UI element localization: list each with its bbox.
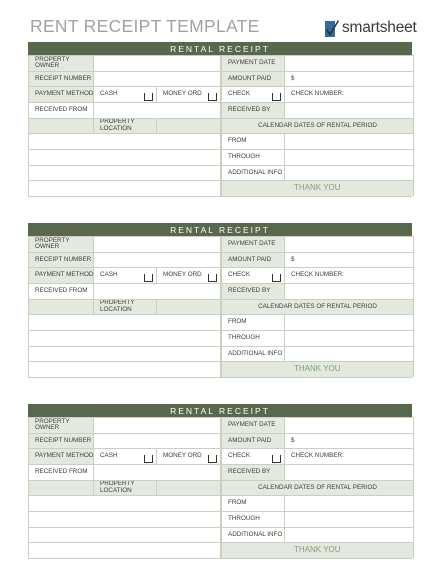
from-field[interactable] bbox=[285, 133, 414, 149]
page-title: RENT RECEIPT TEMPLATE bbox=[30, 16, 260, 36]
payment-date-field[interactable] bbox=[285, 236, 414, 252]
property-location-field[interactable] bbox=[29, 330, 221, 346]
thank-you-note: THANK YOU bbox=[222, 180, 414, 196]
cash-checkbox[interactable] bbox=[144, 455, 153, 463]
property-owner-label: PROPERTY OWNER bbox=[29, 236, 94, 252]
payment-method-label: PAYMENT METHOD bbox=[29, 267, 94, 283]
money-order-label: MONEY ORD bbox=[163, 271, 202, 279]
property-location-field[interactable] bbox=[29, 346, 221, 362]
check-number-label: CHECK NUMBER: bbox=[291, 452, 344, 460]
check-number-field[interactable] bbox=[285, 86, 414, 102]
payment-date-label: PAYMENT DATE bbox=[222, 55, 285, 71]
additional-info-label: ADDITIONAL INFO bbox=[222, 165, 285, 181]
property-location-spacer bbox=[29, 480, 94, 496]
banner-label: RENTAL RECEIPT bbox=[170, 224, 270, 235]
check-number-label: CHECK NUMBER: bbox=[291, 90, 344, 98]
property-location-field[interactable] bbox=[29, 133, 221, 149]
property-location-field[interactable] bbox=[29, 180, 221, 196]
check-option[interactable] bbox=[222, 267, 285, 283]
from-field[interactable] bbox=[285, 314, 414, 330]
calendar-dates-label: CALENDAR DATES OF RENTAL PERIOD bbox=[222, 118, 414, 134]
receipt-banner bbox=[28, 404, 412, 418]
receipt-number-field[interactable] bbox=[94, 433, 221, 449]
money-order-label: MONEY ORD bbox=[163, 452, 202, 460]
cash-label: CASH bbox=[100, 271, 118, 279]
banner-label: RENTAL RECEIPT bbox=[170, 405, 270, 416]
received-from-field[interactable] bbox=[94, 283, 221, 299]
amount-paid-field[interactable] bbox=[285, 433, 414, 449]
property-location-field[interactable] bbox=[29, 511, 221, 527]
cash-option[interactable] bbox=[94, 267, 157, 283]
property-owner-field[interactable] bbox=[94, 417, 221, 433]
money-order-option[interactable] bbox=[157, 86, 221, 102]
cash-label: CASH bbox=[100, 452, 118, 460]
property-location-field[interactable] bbox=[29, 361, 221, 377]
money-order-checkbox[interactable] bbox=[208, 455, 217, 463]
receipt-grid bbox=[28, 55, 412, 197]
property-owner-label: PROPERTY OWNER bbox=[29, 55, 94, 71]
property-location-field[interactable] bbox=[29, 495, 221, 511]
received-by-field[interactable] bbox=[285, 464, 414, 480]
thank-you-note: THANK YOU bbox=[222, 542, 414, 558]
banner-label: RENTAL RECEIPT bbox=[170, 43, 270, 54]
additional-info-field[interactable] bbox=[285, 346, 414, 362]
through-field[interactable] bbox=[285, 511, 414, 527]
receipt-banner bbox=[28, 42, 412, 56]
cash-label: CASH bbox=[100, 90, 118, 98]
cash-option[interactable] bbox=[94, 86, 157, 102]
from-label: FROM bbox=[222, 495, 285, 511]
amount-paid-field[interactable] bbox=[285, 71, 414, 87]
received-by-label: RECEIVED BY bbox=[222, 283, 285, 299]
from-label: FROM bbox=[222, 314, 285, 330]
property-location-label: PROPERTY LOCATION bbox=[94, 480, 157, 496]
smartsheet-check-icon bbox=[324, 18, 340, 38]
check-number-label: CHECK NUMBER: bbox=[291, 271, 344, 279]
from-label: FROM bbox=[222, 133, 285, 149]
payment-method-label: PAYMENT METHOD bbox=[29, 448, 94, 464]
through-label: THROUGH bbox=[222, 511, 285, 527]
payment-date-field[interactable] bbox=[285, 55, 414, 71]
check-label: CHECK bbox=[228, 90, 251, 98]
property-location-label: PROPERTY LOCATION bbox=[94, 118, 157, 134]
check-checkbox[interactable] bbox=[272, 93, 281, 101]
property-location-spacer bbox=[157, 480, 221, 496]
calendar-dates-label: CALENDAR DATES OF RENTAL PERIOD bbox=[222, 480, 414, 496]
cash-option[interactable] bbox=[94, 448, 157, 464]
receipt-number-label: RECEIPT NUMBER bbox=[29, 252, 94, 268]
amount-paid-field[interactable] bbox=[285, 252, 414, 268]
money-order-option[interactable] bbox=[157, 267, 221, 283]
payment-date-label: PAYMENT DATE bbox=[222, 417, 285, 433]
additional-info-label: ADDITIONAL INFO bbox=[222, 346, 285, 362]
property-location-spacer bbox=[157, 299, 221, 315]
smartsheet-logo bbox=[324, 17, 417, 39]
cash-checkbox[interactable] bbox=[144, 93, 153, 101]
through-field[interactable] bbox=[285, 330, 414, 346]
check-checkbox[interactable] bbox=[272, 455, 281, 463]
additional-info-field[interactable] bbox=[285, 165, 414, 181]
currency-symbol: $ bbox=[291, 436, 295, 444]
receipt-number-field[interactable] bbox=[94, 71, 221, 87]
amount-paid-label: AMOUNT PAID bbox=[222, 252, 285, 268]
money-order-checkbox[interactable] bbox=[208, 93, 217, 101]
check-label: CHECK bbox=[228, 271, 251, 279]
check-label: CHECK bbox=[228, 452, 251, 460]
received-from-label: RECEIVED FROM bbox=[29, 464, 94, 480]
currency-symbol: $ bbox=[291, 255, 295, 263]
check-number-field[interactable] bbox=[285, 267, 414, 283]
receipt-number-label: RECEIPT NUMBER bbox=[29, 433, 94, 449]
received-by-field[interactable] bbox=[285, 283, 414, 299]
property-owner-field[interactable] bbox=[94, 55, 221, 71]
logo-text: smartsheet bbox=[342, 19, 417, 36]
received-by-label: RECEIVED BY bbox=[222, 464, 285, 480]
thank-you-note: THANK YOU bbox=[222, 361, 414, 377]
cash-checkbox[interactable] bbox=[144, 274, 153, 282]
from-field[interactable] bbox=[285, 495, 414, 511]
payment-method-label: PAYMENT METHOD bbox=[29, 86, 94, 102]
rental-receipt bbox=[28, 223, 412, 378]
property-location-spacer bbox=[157, 118, 221, 134]
rental-receipt bbox=[28, 42, 412, 197]
check-number-field[interactable] bbox=[285, 448, 414, 464]
calendar-dates-label: CALENDAR DATES OF RENTAL PERIOD bbox=[222, 299, 414, 315]
rental-receipt bbox=[28, 404, 412, 559]
additional-info-label: ADDITIONAL INFO bbox=[222, 527, 285, 543]
check-option[interactable] bbox=[222, 448, 285, 464]
money-order-option[interactable] bbox=[157, 448, 221, 464]
received-by-label: RECEIVED BY bbox=[222, 102, 285, 118]
property-owner-field[interactable] bbox=[94, 236, 221, 252]
property-location-field[interactable] bbox=[29, 149, 221, 165]
property-owner-label: PROPERTY OWNER bbox=[29, 417, 94, 433]
property-location-field[interactable] bbox=[29, 165, 221, 181]
property-location-field[interactable] bbox=[29, 527, 221, 543]
payment-date-field[interactable] bbox=[285, 417, 414, 433]
receipt-grid bbox=[28, 236, 412, 378]
receipt-grid bbox=[28, 417, 412, 559]
additional-info-field[interactable] bbox=[285, 527, 414, 543]
property-location-field[interactable] bbox=[29, 542, 221, 558]
property-location-label: PROPERTY LOCATION bbox=[94, 299, 157, 315]
received-by-field[interactable] bbox=[285, 102, 414, 118]
receipt-number-label: RECEIPT NUMBER bbox=[29, 71, 94, 87]
received-from-field[interactable] bbox=[94, 102, 221, 118]
property-location-spacer bbox=[29, 118, 94, 134]
property-location-spacer bbox=[29, 299, 94, 315]
property-location-field[interactable] bbox=[29, 314, 221, 330]
money-order-checkbox[interactable] bbox=[208, 274, 217, 282]
receipt-number-field[interactable] bbox=[94, 252, 221, 268]
through-label: THROUGH bbox=[222, 149, 285, 165]
amount-paid-label: AMOUNT PAID bbox=[222, 71, 285, 87]
payment-date-label: PAYMENT DATE bbox=[222, 236, 285, 252]
receipt-banner bbox=[28, 223, 412, 237]
currency-symbol: $ bbox=[291, 74, 295, 82]
money-order-label: MONEY ORD bbox=[163, 90, 202, 98]
check-checkbox[interactable] bbox=[272, 274, 281, 282]
received-from-label: RECEIVED FROM bbox=[29, 283, 94, 299]
through-label: THROUGH bbox=[222, 330, 285, 346]
received-from-field[interactable] bbox=[94, 464, 221, 480]
amount-paid-label: AMOUNT PAID bbox=[222, 433, 285, 449]
through-field[interactable] bbox=[285, 149, 414, 165]
check-option[interactable] bbox=[222, 86, 285, 102]
received-from-label: RECEIVED FROM bbox=[29, 102, 94, 118]
